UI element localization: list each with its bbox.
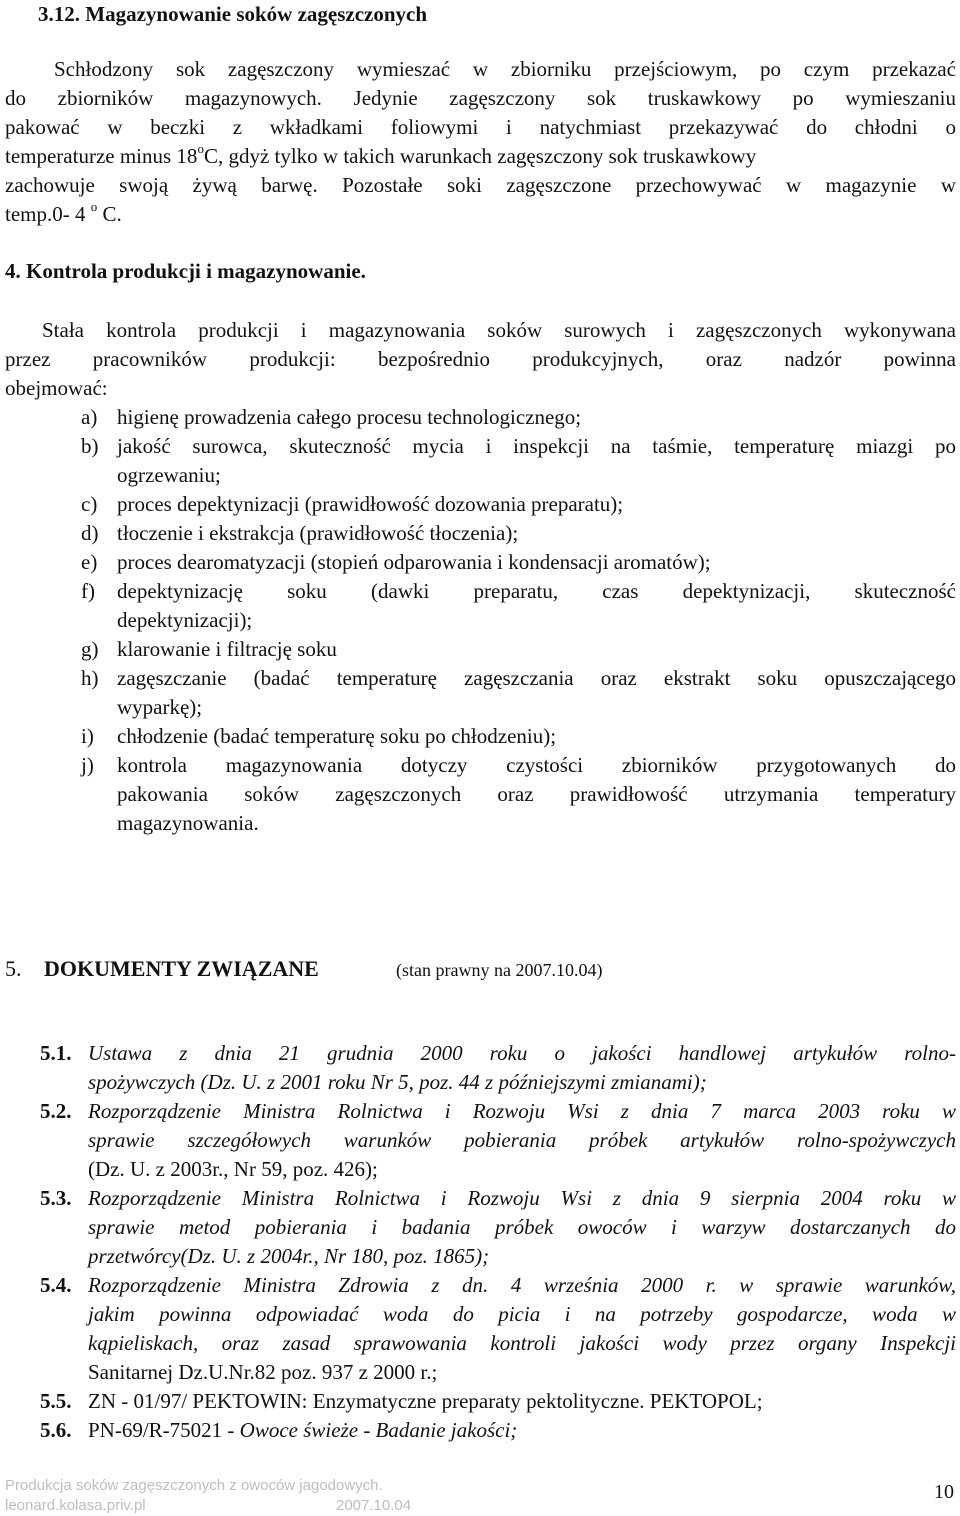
ref-number: 5.3. [40, 1186, 72, 1210]
list-item-text: tłoczenie i ekstrakcja (prawidłowość tłoczenia); [117, 521, 519, 545]
footer-date: 2007.10.04 [336, 1497, 412, 1514]
paragraph-line: Schłodzony sok zagęszczony wymieszać w zbiorniku przejściowym, po czym przekazać [54, 57, 956, 81]
text-fragment: C, gdyż tylko w takich warunkach zagęszczony sok truskawkowy [203, 144, 757, 168]
list-item-letter: b) [81, 434, 99, 458]
ref-number: 5.6. [40, 1418, 72, 1442]
paragraph-line: zachowuje swoją żywą barwę. Pozostałe soki zagęszczone przechowywać w magazynie w [5, 173, 956, 197]
ref-number: 5.1. [40, 1041, 72, 1065]
ref-text: Sanitarnej Dz.U.Nr.82 poz. 937 z 2000 r.; [88, 1360, 438, 1384]
degree-superscript: o [90, 199, 98, 214]
section-heading-5: DOKUMENTY ZWIĄZANE [44, 956, 319, 981]
ref-text: ZN - 01/97/ PEKTOWIN: Enzymatyczne preparaty pektolityczne. PEKTOPOL; [88, 1389, 763, 1413]
list-item-text: zagęszczanie (badać temperaturę zagęszczania oraz ekstrakt soku opuszczającego [117, 666, 956, 690]
paragraph-line: obejmować: [5, 376, 108, 400]
ref-text-italic: Owoce świeże - Badanie jakości; [239, 1418, 518, 1442]
list-item-text: magazynowania. [117, 811, 259, 835]
list-item-text: proces dearomatyzacji (stopień odparowania i kondensacji aromatów); [117, 550, 711, 574]
list-item-letter: j) [81, 753, 94, 777]
paragraph-line: przez pracowników produkcji: bezpośrednio produkcyjnych, oraz nadzór powinna [5, 347, 956, 371]
list-item-text: kontrola magazynowania dotyczy czystości zbiorników przygotowanych do [117, 753, 956, 777]
ref-text: kąpieliskach, oraz zasad sprawowania kontroli jakości wody przez organy Inspekcji [88, 1331, 956, 1355]
list-item-text: higienę prowadzenia całego procesu technologicznego; [117, 405, 582, 429]
text-fragment: temp.0- 4 [5, 202, 91, 226]
ref-number: 5.2. [40, 1099, 72, 1123]
list-item-letter: g) [81, 637, 99, 661]
ref-text: Rozporządzenie Ministra Rolnictwa i Rozwoju Wsi z dnia 7 marca 2003 roku w [88, 1099, 956, 1123]
list-item-text: klarowanie i filtrację soku [117, 637, 337, 661]
footer-title: Produkcja soków zagęszczonych z owoców jagodowych. [5, 1477, 383, 1494]
paragraph-line [5, 142, 956, 171]
ref-text-plain: PN-69/R-75021 - [88, 1418, 240, 1442]
section-heading-3-12: 3.12. Magazynowanie soków zagęszczonych [38, 2, 428, 26]
list-item-letter: a) [81, 405, 98, 429]
paragraph-line: Stała kontrola produkcji i magazynowania soków surowych i zagęszczonych wykonywana [42, 318, 956, 342]
paragraph-line [5, 200, 122, 229]
ref-text: jakim powinna odpowiadać woda do picia i na potrzeby gospodarcze, woda w [88, 1302, 956, 1326]
ref-text: przetwórcy(Dz. U. z 2004r., Nr 180, poz. 1865); [88, 1244, 490, 1268]
paragraph-line: do zbiorników magazynowych. Jedynie zagęszczony sok truskawkowy po wymieszaniu [5, 86, 956, 110]
section-heading-4: 4. Kontrola produkcji i magazynowanie. [5, 259, 366, 283]
list-item-letter: h) [81, 666, 99, 690]
footer-site: leonard.kolasa.priv.pl [5, 1497, 146, 1514]
list-item-letter: e) [81, 550, 98, 574]
list-item-text: proces depektynizacji (prawidłowość dozowania preparatu); [117, 492, 624, 516]
text-fragment: temperaturze minus 18 [5, 144, 198, 168]
ref-text: sprawie szczegółowych warunków pobierania próbek artykułów rolno-spożywczych [88, 1128, 956, 1152]
degree-superscript: o [197, 141, 204, 156]
list-item-text: jakość surowca, skuteczność mycia i inspekcji na taśmie, temperaturę miazgi po [117, 434, 956, 458]
ref-text: spożywczych (Dz. U. z 2001 roku Nr 5, poz. 44 z późniejszymi zmianami); [88, 1070, 707, 1094]
list-item-text: depektynizację soku (dawki preparatu, czas depektynizacji, skuteczność [117, 579, 956, 603]
ref-text: (Dz. U. z 2003r., Nr 59, poz. 426); [88, 1157, 378, 1181]
list-item-letter: d) [81, 521, 99, 545]
ref-text: sprawie metod pobierania i badania próbek owoców i warzyw dostarczanych do [88, 1215, 956, 1239]
paragraph-line: pakować w beczki z wkładkami foliowymi i natychmiast przekazywać do chłodni o [5, 115, 956, 139]
text-fragment: C. [97, 202, 122, 226]
list-item-letter: f) [81, 579, 95, 603]
list-item-text: pakowania soków zagęszczonych oraz prawidłowość utrzymania temperatury [117, 782, 956, 806]
ref-text: Rozporządzenie Ministra Zdrowia z dn. 4 września 2000 r. w sprawie warunków, [88, 1273, 956, 1297]
list-item-letter: c) [81, 492, 98, 516]
ref-number: 5.5. [40, 1389, 72, 1413]
list-item-letter: i) [81, 724, 94, 748]
ref-text [88, 1416, 517, 1445]
page-number: 10 [934, 1481, 954, 1503]
legal-status-note: (stan prawny na 2007.10.04) [396, 960, 603, 980]
ref-number: 5.4. [40, 1273, 72, 1297]
ref-text: Rozporządzenie Ministra Rolnictwa i Rozwoju Wsi z dnia 9 sierpnia 2004 roku w [88, 1186, 956, 1210]
list-item-text: wyparkę); [117, 695, 203, 719]
list-item-text: chłodzenie (badać temperaturę soku po chłodzeniu); [117, 724, 557, 748]
list-item-text: ogrzewaniu; [117, 463, 221, 487]
section-number-5: 5. [5, 956, 22, 981]
list-item-text: depektynizacji); [117, 608, 253, 632]
ref-text: Ustawa z dnia 21 grudnia 2000 roku o jakości handlowej artykułów rolno- [88, 1041, 956, 1065]
